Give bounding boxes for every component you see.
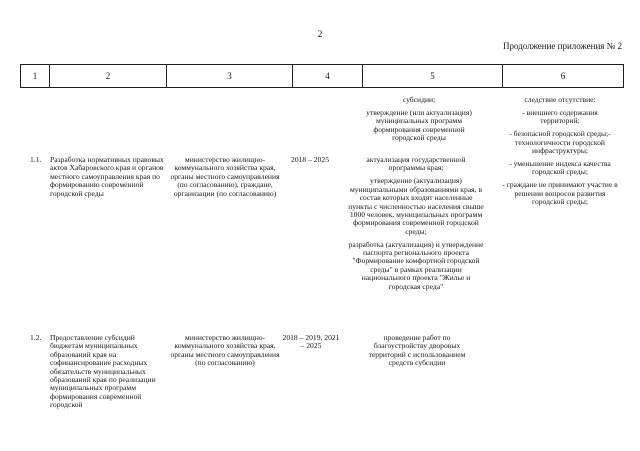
measure-text: разработка (актуализация) и утверждение паспорта регионального проекта "Формирование комфортной городской среды" в рамках реализации национального проекта "Жилье и городская среда"	[348, 239, 484, 291]
header-column-3: 3	[166, 65, 292, 87]
header-column-2: 2	[49, 65, 166, 87]
page-number: 2	[317, 30, 323, 40]
row-measures	[348, 156, 484, 291]
fragment-measures	[358, 96, 480, 143]
row-executors: министерство жилищно-коммунального хозяйства края, органы местного самоуправления (по согласованию), граждане, организации (по согласованию)	[170, 155, 280, 198]
row-period: 2018 – 2019, 2021 – 2025	[282, 333, 340, 351]
appendix-continuation-label: Продолжение приложения № 2	[502, 41, 622, 51]
row-executors: министерство жилищно-коммунального хозяйства края, органы местного самоуправления (по согласованию)	[170, 333, 280, 368]
measure-text: актуализация государственной программы края;	[366, 155, 466, 173]
table-header-row	[20, 64, 624, 88]
row-title: Разработка нормативных правовых актов Хабаровского края и органов местного самоуправления края по формированию современной городской среды	[50, 155, 164, 198]
row-period: 2018 – 2025	[291, 155, 329, 164]
header-column-1: 1	[32, 71, 38, 81]
header-column-4: 4	[292, 65, 362, 87]
header-column-5: 5	[362, 65, 502, 87]
consequence-text: - уменьшение индекса качества городской среды;	[509, 158, 611, 177]
fragment-measure-text: утверждение (или актуализация) муниципальных программ формирования современной городской среды	[366, 107, 472, 143]
measure-text: проведение работ по благоустройству дворовых территорий с использованием средств субсидии	[368, 333, 466, 368]
consequence-text: следствие отсутствие:	[524, 95, 596, 104]
row-title: Предоставление субсидий бюджетам муниципальных образований края на софинансирование расходных обязательств муниципальных образований края по реализации муниципальных программ формирования современной городской	[50, 333, 156, 410]
consequence-text: - безопасной городской среды;- технологичности городской инфраструктуры;	[509, 129, 611, 156]
fragment-measure-text: субсидии;	[402, 95, 436, 104]
header-column-6: 6	[502, 65, 623, 87]
measure-text: утверждение (актуализация) муниципальными образованиями края, в состав которых входят населенные пункты с численностью населения свыше 1000 человек, муниципальных программ формирования современной городской среды;	[348, 176, 484, 236]
consequence-text: - граждане не принимают участие в решении вопросов развития городской среды;	[502, 180, 618, 207]
row-number: 1.1.	[30, 155, 42, 164]
fragment-consequences	[502, 96, 618, 206]
row-measures	[358, 334, 476, 368]
row-number: 1.2.	[30, 333, 42, 342]
consequence-text: - внешнего содержания территорий;	[522, 107, 598, 126]
